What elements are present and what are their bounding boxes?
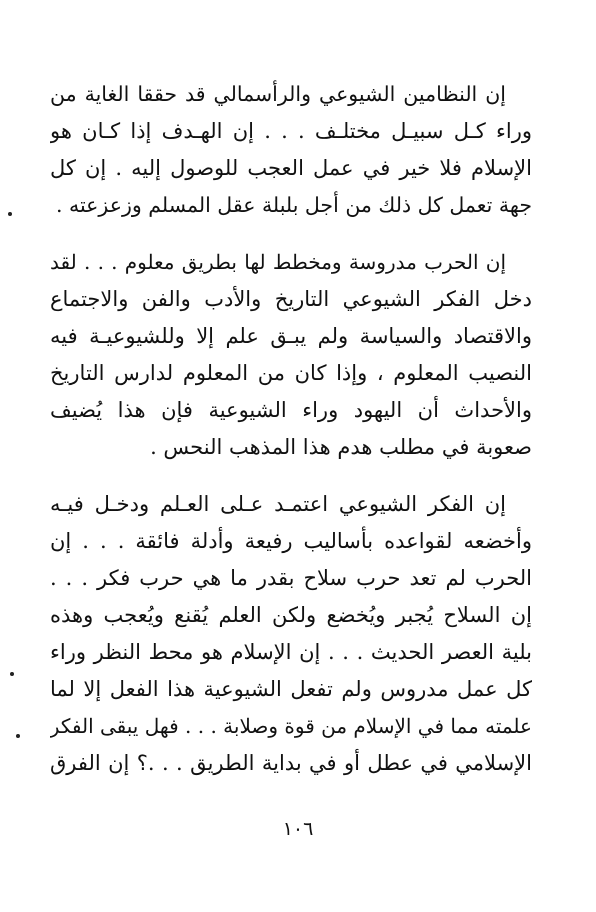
scan-speck [10,672,14,676]
scan-speck [8,212,12,216]
text-line: صعوبة في مطلب هدم هذا المذهب النحس . [150,435,532,459]
text-line: الإسلام فلا خير في عمل العجب للوصول إليه . إن كل [50,156,532,180]
paragraph-2 [50,244,532,466]
paragraph-spacer [50,466,532,486]
text-line: الإسلامي في عطل أو في بداية الطريق . . .؟ إن الفرق [50,751,532,775]
text-line: إن الفكر الشيوعي اعتمـد عـلى العـلم ودخـل فيـه [50,492,506,516]
text-line: النصيب المعلوم ، وإذا كان من المعلوم لدارس التاريخ [50,361,532,385]
page-number: ١٠٦ [282,818,314,840]
body-text [50,76,532,782]
text-line: وأخضعه لقواعده بأساليب رفيعة وأدلة فائقة . . . إن [50,529,532,553]
text-line: علمته مما في الإسلام من قوة وصلابة . . . فهل يبقى الفكر [50,714,532,738]
text-line: بلية العصر الحديث . . . إن الإسلام هو محط النظر وراء [50,640,532,664]
text-line: إن الحرب مدروسة ومخطط لها بطريق معلوم . . . لقد [50,250,506,274]
text-line: الحرب لم تعد حرب سلاح بقدر ما هي حرب فكر . . . [50,566,532,590]
scan-speck [16,734,20,738]
paragraph-1 [50,76,532,224]
text-line: جهة تعمل كل ذلك من أجل بلبلة عقل المسلم وزعزعته . [55,193,532,217]
paragraph-spacer [50,224,532,244]
text-line: والأحداث أن اليهود وراء الشيوعية فإن هذا يُضيف [50,398,532,422]
text-line: وراء كـل سبيـل مختلـف . . . إن الهـدف إذا كـان هو [50,119,532,143]
text-line: دخل الفكر الشيوعي التاريخ والأدب والفن والاجتماع [50,287,532,311]
text-line: والاقتصاد والسياسة ولم يبـق علم إلا وللشيوعيـة فيه [50,324,532,348]
text-line: إن النظامين الشيوعي والرأسمالي قد حققا الغاية من [50,82,506,106]
paragraph-3 [50,486,532,782]
text-line: كل عمل مدروس ولم تفعل الشيوعية هذا الفعل إلا لما [50,677,532,701]
text-line: إن السلاح يُجبر ويُخضع ولكن العلم يُقنع ويُعجب وهذه [50,603,532,627]
